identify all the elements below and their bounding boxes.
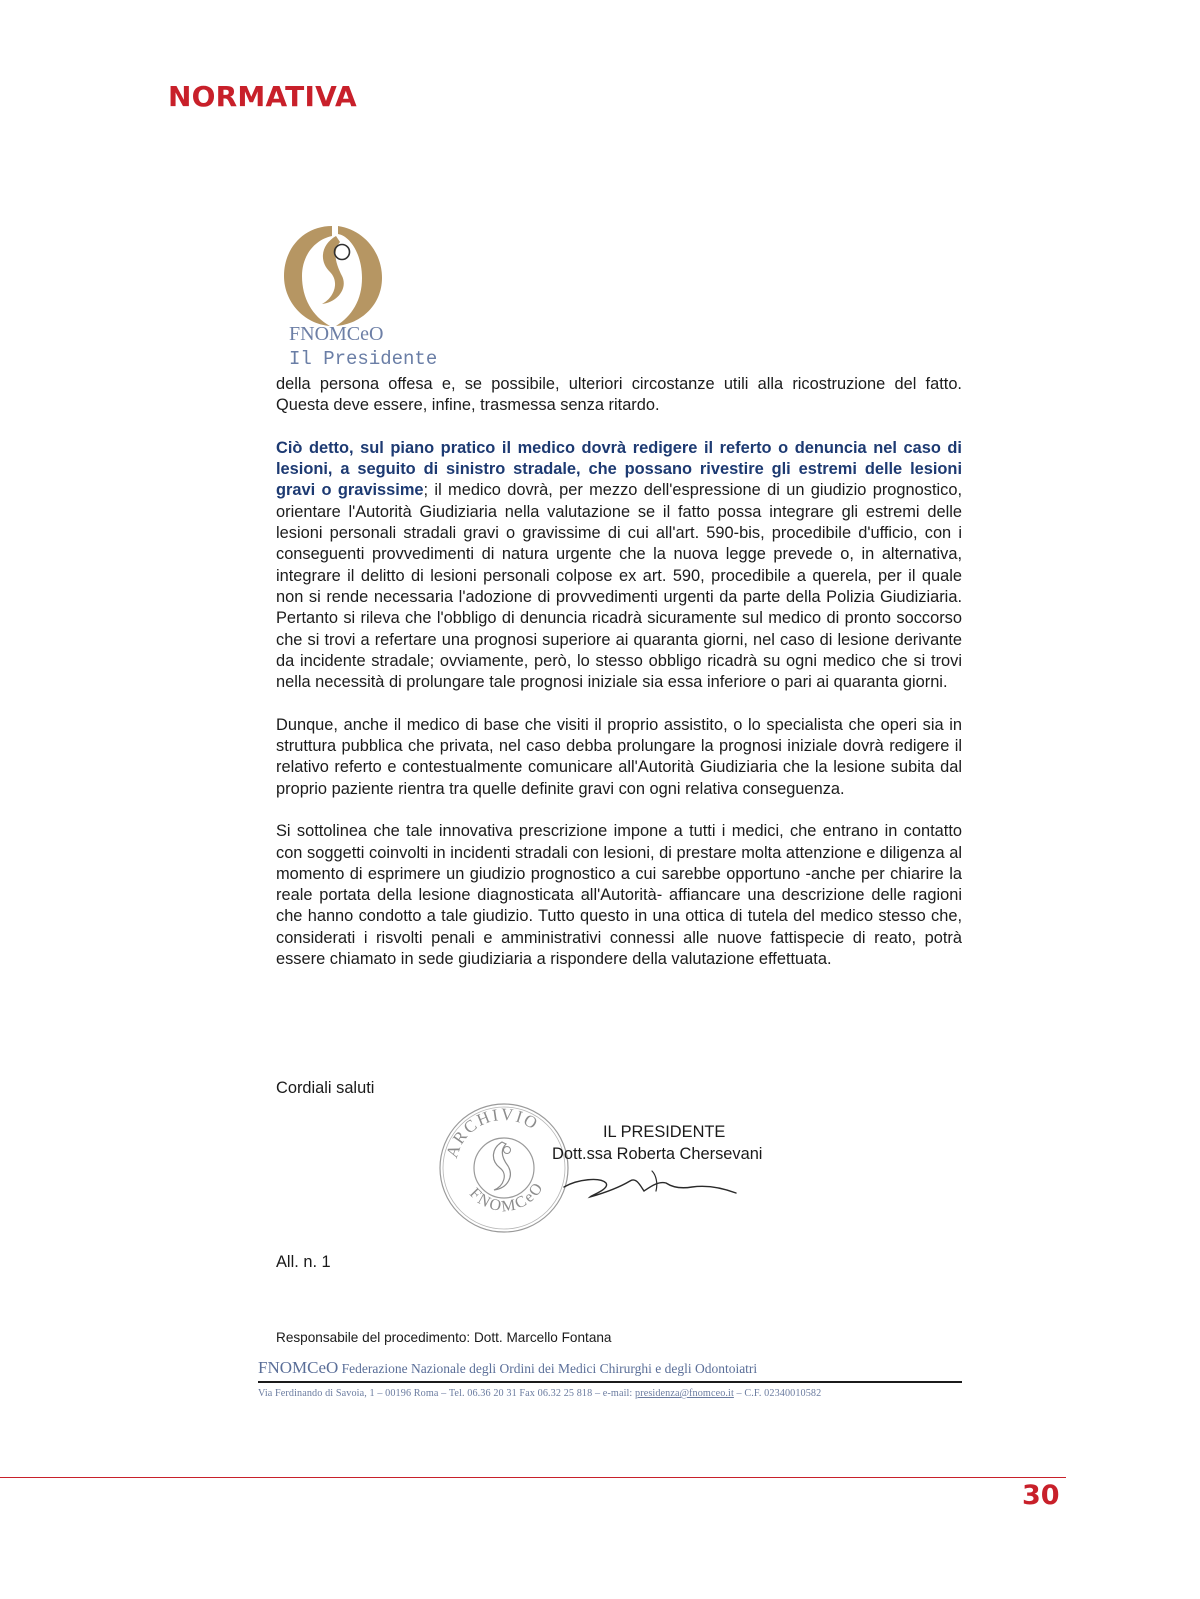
letter-body — [276, 374, 962, 992]
attachment-note: All. n. 1 — [276, 1253, 331, 1271]
section-title: NORMATIVA — [168, 80, 357, 113]
page-number: 30 — [1022, 1480, 1060, 1511]
paragraph — [276, 438, 962, 694]
fnomceo-logo-icon — [276, 220, 388, 332]
footer-contacts — [258, 1388, 821, 1399]
footer-acronym: FNOMCeO — [258, 1358, 339, 1377]
letterhead-org: FNOMCeO — [289, 323, 384, 345]
page-divider — [0, 1477, 1066, 1478]
footer-org — [258, 1358, 757, 1378]
footer-email-link[interactable]: presidenza@fnomceo.it — [635, 1388, 734, 1399]
paragraph: della persona offesa e, se possibile, ulteriori circostanze utili alla ricostruzione del fatto. Questa deve essere, infine, trasmessa senza ritardo. — [276, 375, 962, 415]
handwritten-signature-icon — [560, 1165, 740, 1205]
signer-name: Dott.ssa Roberta Chersevani — [552, 1145, 763, 1163]
paragraph: Si sottolinea che tale innovativa prescrizione impone a tutti i medici, che entrano in contatto con soggetti coinvolti in incidenti stradali con lesioni, di prestare molta attenzione e diligenza al momento di esprimere un giudizio prognostico a cui sarebbe opportuno -anche per chiarire la reale portata della lesione diagnosticata all'Autorità- affiancare una descrizione delle ragioni che hanno condotto a tale giudizio. Tutto questo in una ottica di tutela del medico stesso che, considerati i risvolti penali e amministrativi connessi alle nuove fattispecie di reato, potrà essere chiamato in sede giudiziaria a rispondere della valutazione effettuata. — [276, 822, 962, 969]
signer-title: IL PRESIDENTE — [603, 1123, 726, 1141]
footer-tax-code: – C.F. 02340010582 — [733, 1388, 822, 1399]
paragraph: Dunque, anche il medico di base che visiti il proprio assistito, o lo specialista che operi sia in struttura pubblica che privata, nel caso debba prolungare la prognosi iniziale dovrà redigere il relativo referto e contestualmente comunicare all'Autorità Giudiziaria che la lesione subita dal proprio paziente rientra tra quelle definite gravi con ogni relativa conseguenza. — [276, 715, 962, 798]
svg-text:FNOMCeO: FNOMCeO — [466, 1178, 548, 1216]
letterhead-role: Il Presidente — [289, 348, 438, 370]
svg-text:ARCHIVIO: ARCHIVIO — [442, 1104, 543, 1161]
responsible-note: Responsabile del procedimento: Dott. Marcello Fontana — [276, 1330, 612, 1345]
paragraph-text: ; il medico dovrà, per mezzo dell'espressione di un giudizio prognostico, orientare l'Autorità Giudiziaria nella valutazione se il fatto possa integrare gli estremi delle lesioni personali stradali gravi o gravissime di cui all'art. 590-bis, procedibile d'ufficio, con i conseguenti provvedimenti di natura urgente che la nuova legge prevede o, in alternativa, integrare il delitto di lesioni personali colpose ex art. 590, procedibile a querela, per il quale non si rende necessaria l'adozione di provvedimenti urgenti da parte della Polizia Giudiziaria. Pertanto si rileva che l'obbligo di denuncia ricadrà sicuramente sul medico di pronto soccorso che si trovi a refertare una prognosi superiore ai quaranta giorni, nel caso di lesione derivante da incidente stradale; ovviamente, però, lo stesso obbligo ricadrà su ogni medico che si trovi nella necessità di prolungare tale prognosi iniziale sia essa inferiore o pari ai quaranta giorni. — [276, 481, 963, 692]
archive-stamp-icon — [434, 1100, 574, 1235]
footer-fullname: Federazione Nazionale degli Ordini dei Medici Chirurghi e degli Odontoiatri — [341, 1361, 758, 1376]
salutation: Cordiali saluti — [276, 1079, 375, 1097]
footer-divider — [258, 1381, 962, 1383]
footer-address: Via Ferdinando di Savoia, 1 – 00196 Roma – Tel. 06.36 20 31 Fax 06.32 25 818 – e-mail: — [258, 1388, 636, 1399]
emphasized-text: Ciò detto, sul piano pratico il medico dovrà redigere il referto o denuncia nel caso di lesioni, a seguito di sinistro stradale, che possano rivestire gli estremi delle lesioni gravi o gravissime — [276, 438, 962, 500]
